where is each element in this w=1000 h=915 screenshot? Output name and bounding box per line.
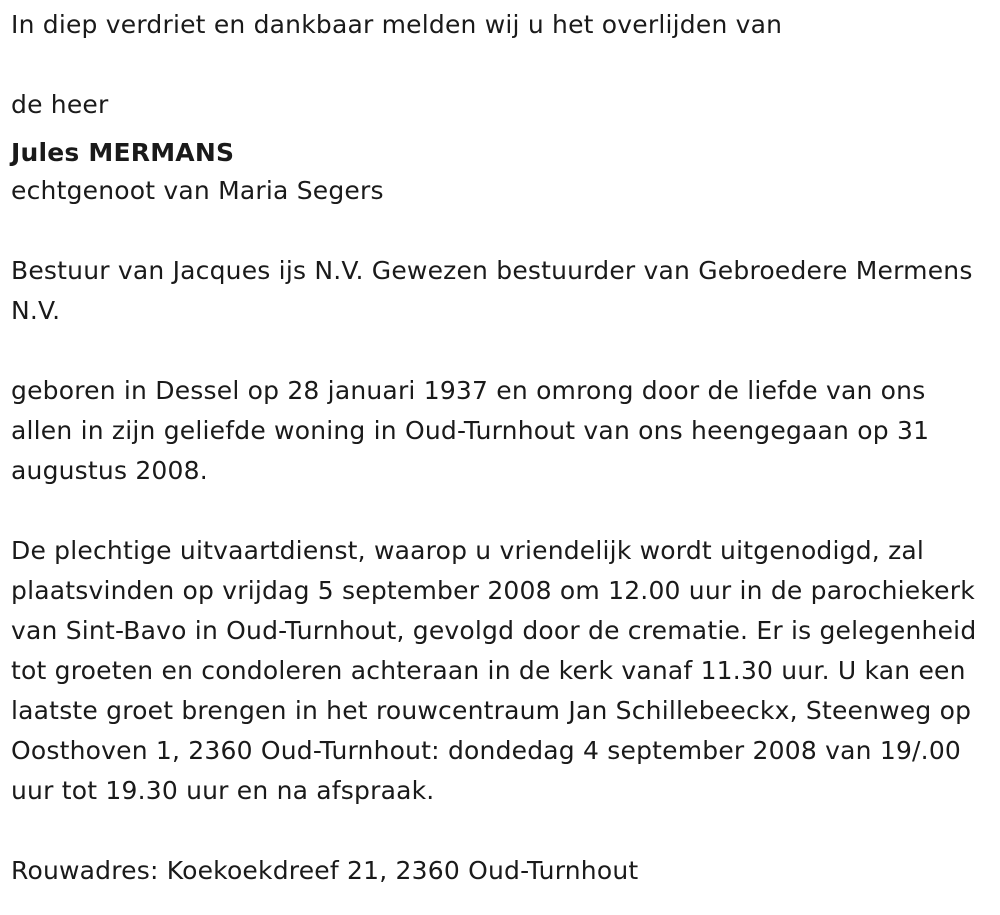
birth-death-paragraph: geboren in Dessel op 28 januari 1937 en omrong door de liefde van ons allen in zijn geliefde woning in Oud-Turnhout van ons heengegaan op 31 augustus 2008. <box>11 376 930 485</box>
address-text: Rouwadres: Koekoekdreef 21, 2360 Oud-Turnhout <box>11 856 639 885</box>
career-paragraph: Bestuur van Jacques ijs N.V. Gewezen bestuurder van Gebroedere Mermens N.V. <box>11 256 973 325</box>
title-text: de heer <box>11 90 109 119</box>
spacer <box>11 211 986 251</box>
deceased-name: Jules MERMANS <box>11 138 235 167</box>
spacer <box>11 45 986 85</box>
death-notice <box>11 5 986 891</box>
spacer <box>11 491 986 531</box>
intro-text: In diep verdriet en dankbaar melden wij u het overlijden van <box>11 10 783 39</box>
spacer <box>11 331 986 371</box>
funeral-paragraph: De plechtige uitvaartdienst, waarop u vriendelijk wordt uitgenodigd, zal plaatsvinden op vrijdag 5 september 2008 om 12.00 uur in de parochiekerk van Sint-Bavo in Oud-Turnhout, gevolgd door de crematie. Er is gelegenheid tot groeten en condoleren achteraan in de kerk vanaf 11.30 uur. U kan een laatste groet brengen in het rouwcentraum Jan Schillebeeckx, Steenweg op Oosthoven 1, 2360 Oud-Turnhout: dondedag 4 september 2008 van 19/.00 uur tot 19.30 uur en na afspraak. <box>11 536 977 805</box>
spouse-text: echtgenoot van Maria Segers <box>11 176 384 205</box>
spacer <box>11 811 986 851</box>
